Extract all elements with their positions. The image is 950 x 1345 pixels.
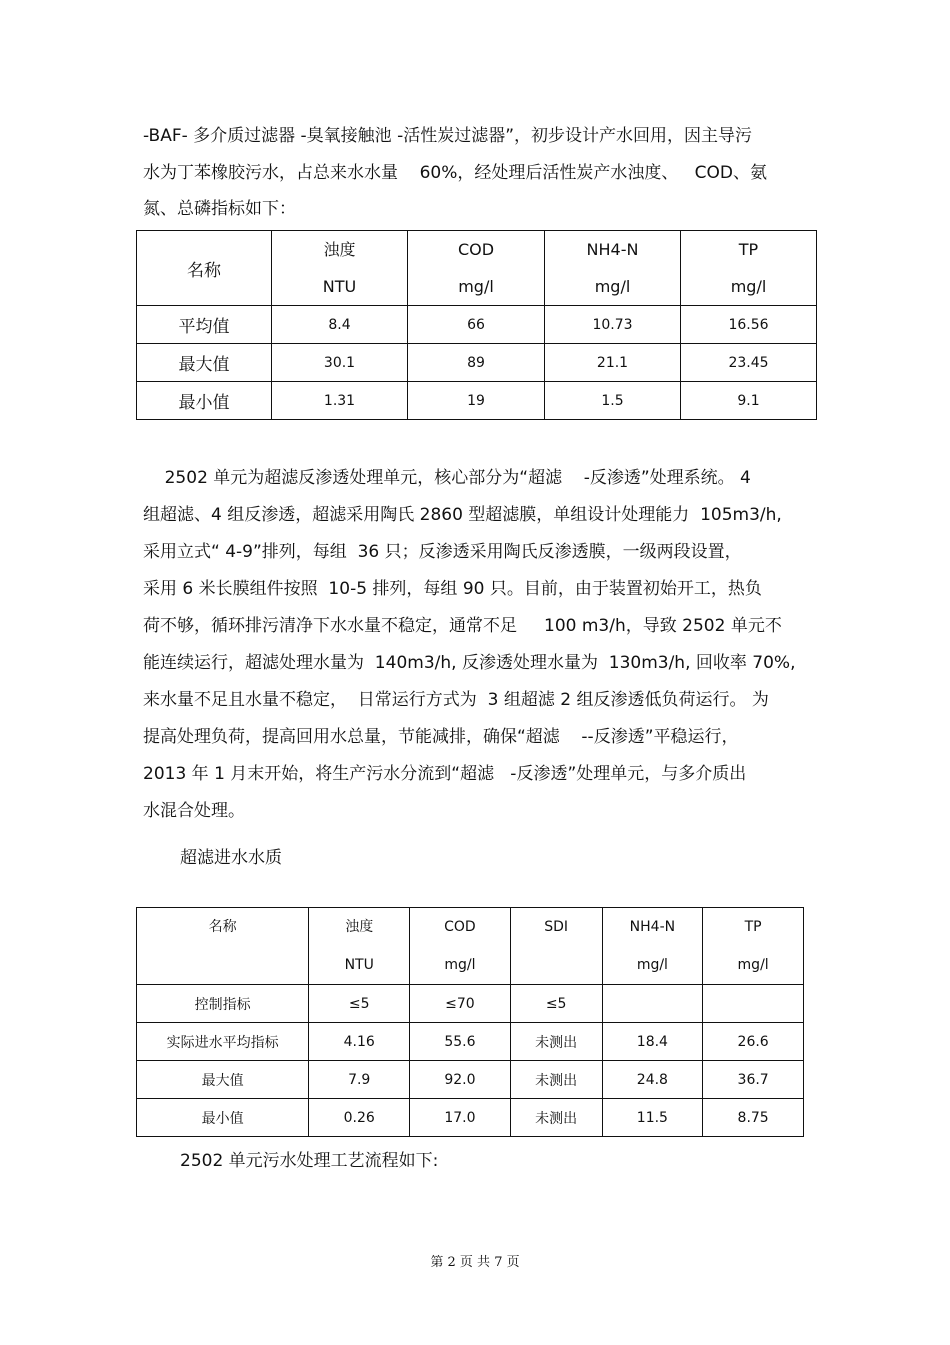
cell: 4.16 xyxy=(309,1023,410,1061)
cell: 0.26 xyxy=(309,1099,410,1137)
cell: ≤5 xyxy=(510,985,602,1023)
cell: 未测出 xyxy=(510,1061,602,1099)
cell: ≤5 xyxy=(309,985,410,1023)
uf-inlet-quality-table xyxy=(136,907,804,1137)
row-label: 最大值 xyxy=(137,344,272,382)
table-row xyxy=(137,344,817,382)
row-label: 最大值 xyxy=(137,1061,309,1099)
cell: 55.6 xyxy=(410,1023,511,1061)
row-label: 平均值 xyxy=(137,306,272,344)
body-line: 荷不够，循环排污清净下水水量不稳定，通常不足 100 m3/h，导致 2502 单元不 xyxy=(143,616,782,636)
header-name: 名称 xyxy=(137,908,309,985)
cell: 30.1 xyxy=(272,344,408,382)
row-label: 最小值 xyxy=(137,382,272,420)
row-label: 实际进水平均指标 xyxy=(137,1023,309,1061)
table-caption: 超滤进水水质 xyxy=(180,848,282,868)
body-line: 采用 6 米长膜组件按照 10-5 排列，每组 90 只。目前，由于装置初始开工，热负 xyxy=(143,579,762,599)
cell: 7.9 xyxy=(309,1061,410,1099)
body-line: 2013 年 1 月末开始，将生产污水分流到“超滤 -反渗透”处理单元，与多介质出 xyxy=(143,764,747,784)
header-turbidity: 浊度 NTU xyxy=(309,908,410,985)
cell: 21.1 xyxy=(545,344,681,382)
body-line: 2502 单元为超滤反渗透处理单元，核心部分为“超滤 -反渗透”处理系统。 4 xyxy=(143,468,751,488)
table-row xyxy=(137,1023,804,1061)
body-line: 采用立式“ 4-9”排列，每组 36 只；反渗透采用陶氏反渗透膜，一级两段设置， xyxy=(143,542,742,562)
cell: 10.73 xyxy=(545,306,681,344)
row-label: 控制指标 xyxy=(137,985,309,1023)
cell: 11.5 xyxy=(602,1099,703,1137)
body-line: 水混合处理。 xyxy=(143,801,245,821)
table-header-row xyxy=(137,908,804,985)
intro-line-1: -BAF- 多介质过滤器 -臭氧接触池 -活性炭过滤器”，初步设计产水回用，因主导污 xyxy=(143,126,753,146)
table-row xyxy=(137,382,817,420)
table-row xyxy=(137,1099,804,1137)
body-line: 来水量不足且水量不稳定， 日常运行方式为 3 组超滤 2 组反渗透低负荷运行。 为 xyxy=(143,690,769,710)
cell: 8.75 xyxy=(703,1099,804,1137)
cell: 24.8 xyxy=(602,1061,703,1099)
cell: 9.1 xyxy=(681,382,817,420)
cell: 36.7 xyxy=(703,1061,804,1099)
header-tp: TP mg/l xyxy=(681,231,817,306)
header-turbidity: 浊度 NTU xyxy=(272,231,408,306)
table-row xyxy=(137,985,804,1023)
cell: ≤70 xyxy=(410,985,511,1023)
intro-line-2: 水为丁苯橡胶污水，占总来水水量 60%，经处理后活性炭产水浊度、 COD、氨 xyxy=(143,163,767,183)
cell xyxy=(602,985,703,1023)
cell: 23.45 xyxy=(681,344,817,382)
header-nh4n: NH4-N mg/l xyxy=(545,231,681,306)
header-cod: COD mg/l xyxy=(408,231,545,306)
cell: 1.5 xyxy=(545,382,681,420)
cell: 18.4 xyxy=(602,1023,703,1061)
body-line: 组超滤、4 组反渗透，超滤采用陶氏 2860 型超滤膜，单组设计处理能力 105m3/h, xyxy=(143,505,782,525)
header-sdi: SDI xyxy=(510,908,602,985)
body-line: 能连续运行，超滤处理水量为 140m3/h, 反渗透处理水量为 130m3/h, 回收率 70%, xyxy=(143,653,796,673)
cell: 未测出 xyxy=(510,1099,602,1137)
cell: 16.56 xyxy=(681,306,817,344)
cell: 66 xyxy=(408,306,545,344)
cell: 1.31 xyxy=(272,382,408,420)
effluent-quality-table xyxy=(136,230,817,420)
body-line: 提高处理负荷，提高回用水总量，节能减排，确保“超滤 --反渗透”平稳运行， xyxy=(143,727,739,747)
header-name: 名称 xyxy=(137,231,272,306)
cell: 89 xyxy=(408,344,545,382)
header-tp: TP mg/l xyxy=(703,908,804,985)
cell: 17.0 xyxy=(410,1099,511,1137)
page-footer: 第 2 页 共 7 页 xyxy=(430,1255,520,1270)
header-cod: COD mg/l xyxy=(410,908,511,985)
row-label: 最小值 xyxy=(137,1099,309,1137)
table-row xyxy=(137,1061,804,1099)
table-header-row xyxy=(137,231,817,306)
intro-line-3: 氮、总磷指标如下： xyxy=(143,199,296,219)
cell: 19 xyxy=(408,382,545,420)
flow-caption: 2502 单元污水处理工艺流程如下: xyxy=(180,1151,439,1171)
cell: 92.0 xyxy=(410,1061,511,1099)
cell xyxy=(703,985,804,1023)
cell: 26.6 xyxy=(703,1023,804,1061)
header-nh4n: NH4-N mg/l xyxy=(602,908,703,985)
table-row xyxy=(137,306,817,344)
cell: 8.4 xyxy=(272,306,408,344)
cell: 未测出 xyxy=(510,1023,602,1061)
body-paragraph xyxy=(143,468,813,838)
